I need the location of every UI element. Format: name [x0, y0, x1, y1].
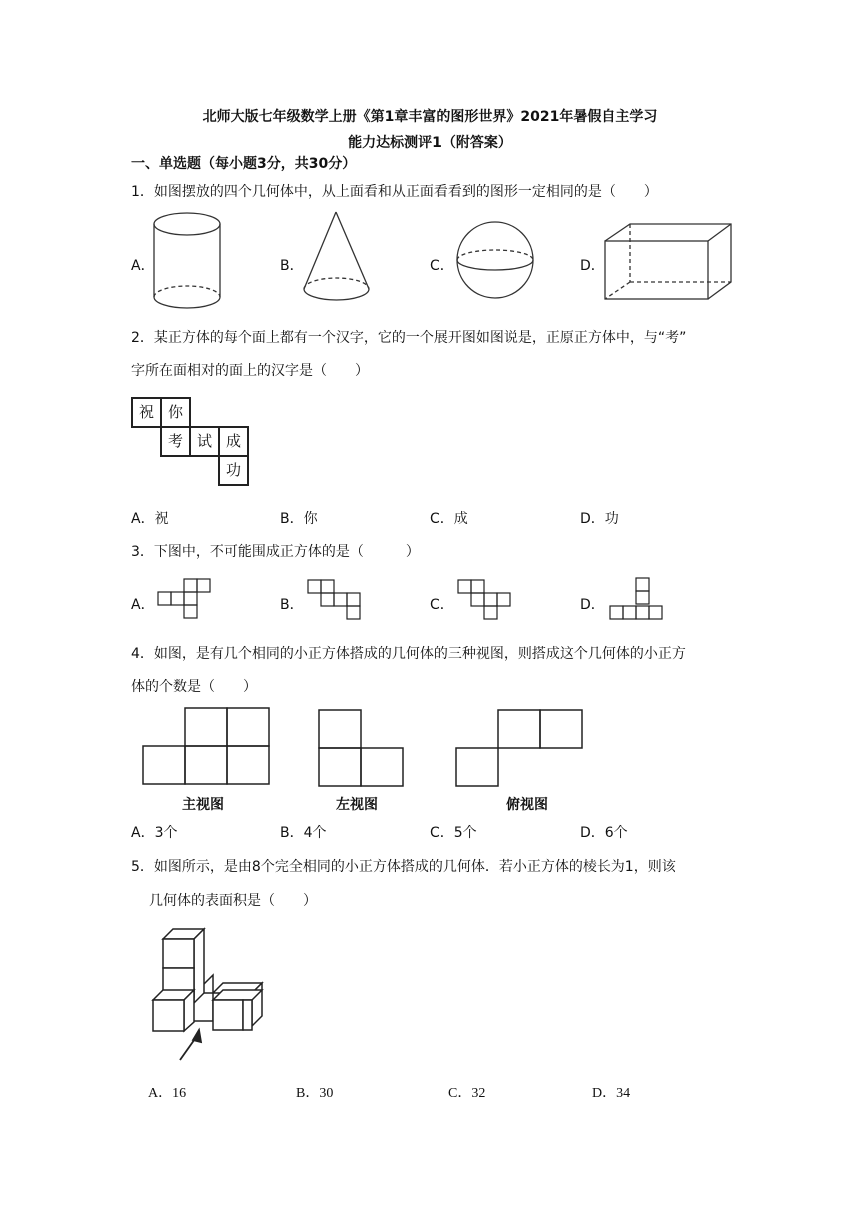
- q1-option-a: A．: [131, 258, 155, 274]
- question-1-stem: 1．如图摆放的四个几何体中，从上面看和从正面看看到的图形一定相同的是（ ）: [131, 184, 658, 200]
- front-view-figure: [143, 708, 269, 784]
- net-option-d: [610, 578, 662, 619]
- q5-option-b: B．30: [296, 1086, 334, 1101]
- net-char-cheng: 成: [225, 432, 241, 450]
- sphere-figure: [457, 222, 533, 298]
- cylinder-figure: [154, 213, 220, 308]
- front-view-label: 主视图: [182, 797, 224, 813]
- top-view-figure: [456, 710, 582, 786]
- question-4-stem-cont: 体的个数是（ ）: [131, 679, 257, 695]
- q4-option-d: D．6个: [580, 825, 628, 841]
- q4-option-c: C．5个: [430, 825, 477, 841]
- question-3-stem: 3．下图中，不可能围成正方体的是（ ）: [131, 544, 420, 560]
- net-char-kao: 考: [167, 432, 183, 450]
- q1-option-c: C．: [430, 258, 454, 274]
- left-view-figure: [319, 710, 403, 786]
- question-5-stem: 5．如图所示，是由8个完全相同的小正方体搭成的几何体．若小正方体的棱长为1，则该: [131, 859, 676, 875]
- page-subtitle: 能力达标测评1（附答案）: [348, 135, 512, 151]
- q5-option-d: D．34: [592, 1086, 631, 1101]
- net-option-c: [458, 580, 510, 619]
- q5-option-a: A．16: [148, 1086, 187, 1101]
- top-view-label: 俯视图: [506, 797, 548, 813]
- net-char-ni: 你: [167, 403, 183, 421]
- q2-option-a: A．祝: [131, 511, 169, 527]
- cuboid-figure: [605, 224, 731, 299]
- q1-option-d: D．: [580, 258, 605, 274]
- net-option-b: [308, 580, 360, 619]
- left-view-label: 左视图: [336, 797, 378, 813]
- net-char-zhu: 祝: [138, 403, 154, 421]
- q2-option-c: C．成: [430, 511, 468, 527]
- q1-option-b: B．: [280, 258, 304, 274]
- q5-option-c: C．32: [448, 1086, 486, 1101]
- cube-stack-figure: [153, 929, 262, 1031]
- question-4-stem: 4．如图，是有几个相同的小正方体搭成的几何体的三种视图，则搭成这个几何体的小正方: [131, 646, 686, 662]
- question-5-stem-cont: 几何体的表面积是（ ）: [149, 893, 317, 909]
- q3-option-d: D．: [580, 597, 605, 613]
- cone-figure: [304, 212, 369, 300]
- page-title: 北师大版七年级数学上册《第1章丰富的图形世界》2021年暑假自主学习: [202, 109, 658, 125]
- net-char-shi: 试: [196, 432, 212, 450]
- q2-option-b: B．你: [280, 511, 318, 527]
- q4-option-b: B．4个: [280, 825, 327, 841]
- q2-option-d: D．功: [580, 511, 619, 527]
- section-heading: 一、单选题（每小题3分，共30分）: [131, 156, 357, 172]
- net-char-gong: 功: [225, 461, 241, 479]
- q3-option-b: B．: [280, 597, 304, 613]
- q4-option-a: A．3个: [131, 825, 178, 841]
- q3-option-c: C．: [430, 597, 454, 613]
- question-2-stem-cont: 字所在面相对的面上的汉字是（ ）: [131, 363, 369, 379]
- net-option-a: [158, 579, 210, 618]
- question-2-stem: 2．某正方体的每个面上都有一个汉字，它的一个展开图如图说是，正原正方体中，与“考”: [131, 330, 687, 346]
- view-direction-arrow: [180, 1030, 201, 1060]
- q3-option-a: A．: [131, 597, 155, 613]
